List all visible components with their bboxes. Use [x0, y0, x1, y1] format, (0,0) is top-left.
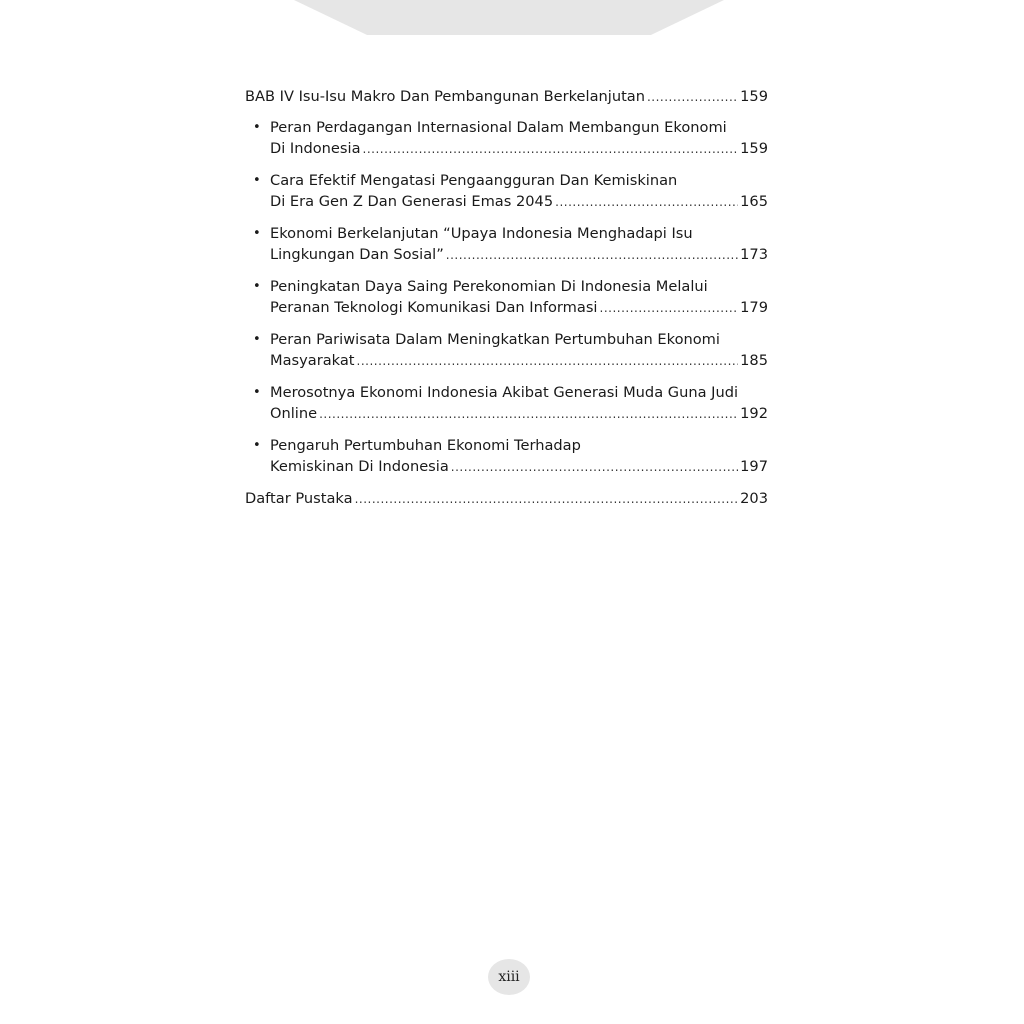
bullet-icon: •: [253, 438, 261, 453]
bullet-icon: •: [253, 279, 261, 294]
toc-item[interactable]: [245, 329, 768, 372]
toc-item-page: 173: [740, 246, 768, 263]
toc-item-page: 165: [740, 193, 768, 210]
bullet-icon: •: [253, 226, 261, 241]
toc-item-last-line: [270, 297, 768, 319]
dot-leader: [600, 298, 739, 319]
dot-leader: [355, 489, 739, 510]
toc-item[interactable]: [245, 223, 768, 266]
toc-item-last-line: [270, 456, 768, 478]
toc-item[interactable]: [245, 117, 768, 160]
toc-item-title-cont: Masyarakat: [270, 352, 355, 369]
toc-item-title-cont: Kemiskinan Di Indonesia: [270, 458, 449, 475]
toc-item-title-cont: Di Era Gen Z Dan Generasi Emas 2045: [270, 193, 554, 210]
toc-item-page: 159: [740, 140, 768, 157]
toc-item-page: 192: [740, 405, 768, 422]
toc-item-title: Peran Perdagangan Internasional Dalam Membangun Ekonomi: [270, 119, 727, 136]
toc-item-page: 197: [740, 458, 768, 475]
toc-item-page: 185: [740, 352, 768, 369]
toc-item-last-line: [270, 191, 768, 213]
bullet-icon: •: [253, 120, 261, 135]
chapter-title: BAB IV Isu-Isu Makro Dan Pembangunan Berkelanjutan: [245, 88, 645, 105]
toc-item-title-cont: Di Indonesia: [270, 140, 361, 157]
dot-leader: [647, 87, 738, 108]
dot-leader: [357, 351, 739, 372]
table-of-contents: [245, 86, 768, 509]
dot-leader: [451, 457, 738, 478]
bibliography-page-number: 203: [740, 490, 768, 507]
bullet-icon: •: [253, 385, 261, 400]
toc-item-title: Cara Efektif Mengatasi Pengaangguran Dan Kemiskinan: [270, 172, 678, 189]
toc-item[interactable]: [245, 276, 768, 319]
dot-leader: [446, 245, 738, 266]
bullet-icon: •: [253, 173, 261, 188]
toc-item[interactable]: [245, 435, 768, 478]
chapter-page-number: 159: [740, 88, 768, 105]
bibliography-title: Daftar Pustaka: [245, 490, 353, 507]
toc-item-title: Ekonomi Berkelanjutan “Upaya Indonesia Menghadapi Isu: [270, 225, 693, 242]
bullet-icon: •: [253, 332, 261, 347]
toc-chapter-entry[interactable]: [245, 86, 768, 107]
toc-sub-entries: [245, 117, 768, 478]
page-number-badge: xiii: [488, 959, 530, 995]
toc-item-last-line: [270, 350, 768, 372]
toc-item-title: Peran Pariwisata Dalam Meningkatkan Pertumbuhan Ekonomi: [270, 331, 720, 348]
toc-item-title: Pengaruh Pertumbuhan Ekonomi Terhadap: [270, 437, 581, 454]
toc-item-title-cont: Online: [270, 405, 318, 422]
dot-leader: [319, 404, 738, 425]
toc-item-title-cont: Peranan Teknologi Komunikasi Dan Informasi: [270, 299, 598, 316]
dot-leader: [363, 139, 739, 160]
dot-leader: [555, 192, 738, 213]
toc-item[interactable]: [245, 170, 768, 213]
toc-item-title-cont: Lingkungan Dan Sosial”: [270, 246, 444, 263]
toc-item-title: Merosotnya Ekonomi Indonesia Akibat Generasi Muda Guna Judi: [270, 384, 739, 401]
toc-item-page: 179: [740, 299, 768, 316]
toc-item-last-line: [270, 138, 768, 160]
toc-item[interactable]: [245, 382, 768, 425]
toc-item-title: Peningkatan Daya Saing Perekonomian Di Indonesia Melalui: [270, 278, 708, 295]
header-decoration: [294, 0, 724, 35]
toc-bibliography-entry[interactable]: [245, 488, 768, 509]
toc-item-last-line: [270, 244, 768, 266]
toc-item-last-line: [270, 403, 768, 425]
